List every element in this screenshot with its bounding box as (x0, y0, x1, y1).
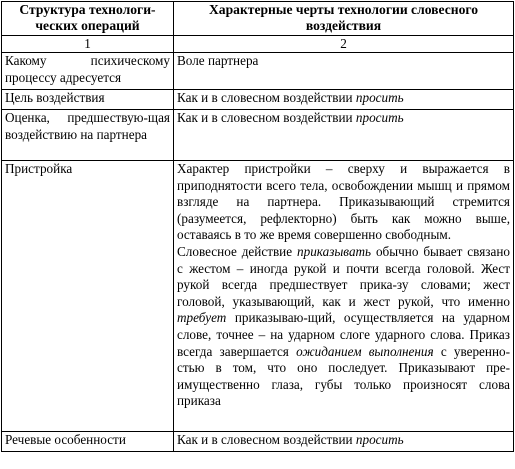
adjustment-text-c: обычно бывает связано с жестом – иногда рукой и почти всегда головой. Жест рукой всегда предшествует прика-зу словами; жест головой, указывающий, как и жест рукой, что именно (177, 243, 510, 309)
table-row (2, 53, 514, 90)
row-label-address: Какому психическому процессу адресуется (2, 53, 174, 90)
row-value-goal-text: Как и в словесном воздействии (177, 90, 356, 105)
header-col1: Структура технологи-ческих операций (2, 2, 174, 36)
adjustment-paragraph-2 (177, 244, 510, 410)
row-value-adjustment (174, 161, 514, 432)
row-value-goal-italic: просить (355, 90, 404, 105)
table-row (2, 90, 514, 110)
column-number-2: 2 (174, 36, 514, 53)
row-value-speech (174, 432, 514, 452)
row-value-address: Воле партнера (174, 53, 514, 90)
table-row (2, 110, 514, 161)
table-header-row (2, 2, 514, 36)
technology-table (1, 1, 514, 452)
column-number-1: 1 (2, 36, 174, 53)
adjustment-italic-d: требует (177, 310, 227, 326)
adjustment-text-e: приказываю-щий, осуществляется на ударном слове, точнее – на ударном слоге ударного слова. Приказ всегда завершается (177, 310, 510, 359)
adjustment-italic-b: приказывать (297, 243, 372, 259)
adjustment-text-g: с уверенно-стью в том, что оно последует. Приказывают пре-имущественно глаза, губы только произносят слова приказа (177, 343, 510, 409)
table-row (2, 161, 514, 432)
adjustment-text-a: Словесное действие (177, 243, 298, 259)
table-row (2, 432, 514, 452)
row-value-goal (174, 90, 514, 110)
row-value-evaluation (174, 110, 514, 161)
row-label-adjustment: Пристройка (2, 161, 174, 432)
header-col2: Характерные черты технологии словесного воздействия (174, 2, 514, 36)
row-label-evaluation: Оценка, предшествую-щая воздействию на партнера (2, 110, 174, 161)
row-label-speech: Речевые особенности (2, 432, 174, 452)
adjustment-paragraph-1: Характер пристройки – сверху и выражается в приподнятости всего тела, освобождении мышц и прямом взгляде на партнера. Приказывающий стремится (разумеется, рефлекторно) быть как можно выше, оставаясь в то же время совершенно свободным. (177, 161, 510, 243)
adjustment-italic-f: ожиданием выполнения (296, 343, 434, 359)
row-value-speech-italic: просить (355, 432, 404, 447)
column-number-row (2, 36, 514, 53)
row-label-goal: Цель воздействия (2, 90, 174, 110)
row-value-speech-text: Как и в словесном воздействии (177, 432, 356, 447)
row-value-evaluation-text: Как и в словесном воздействии (177, 110, 356, 125)
row-value-evaluation-italic: просить (355, 110, 404, 125)
